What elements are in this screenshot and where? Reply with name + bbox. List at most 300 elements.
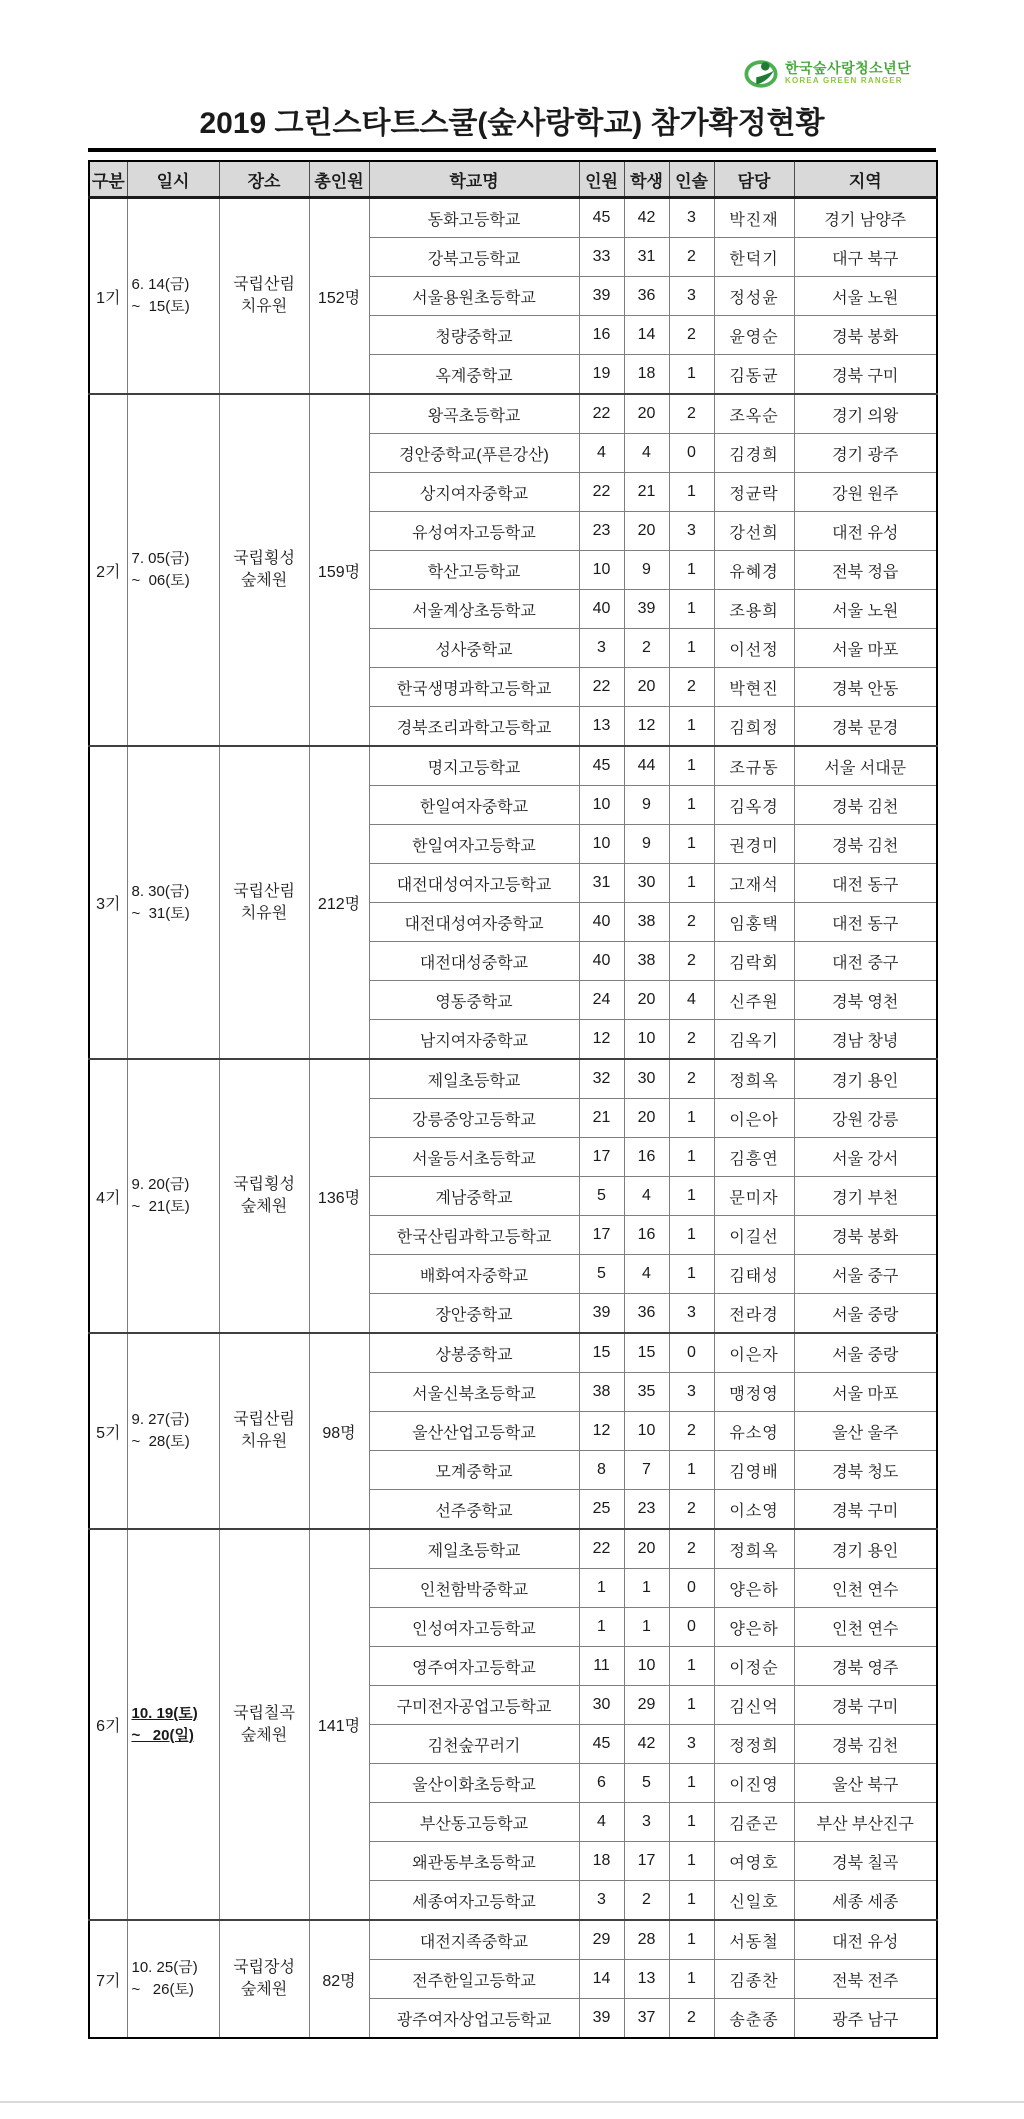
section-total-cell: 159명 [309,394,369,746]
region-cell: 경기 광주 [794,434,937,473]
manager-cell: 문미자 [714,1177,794,1216]
students-cell: 9 [624,551,669,590]
region-cell: 세종 세종 [794,1881,937,1921]
region-cell: 경기 용인 [794,1059,937,1099]
manager-cell: 강선희 [714,512,794,551]
count-cell: 10 [579,786,624,825]
manager-cell: 양은하 [714,1608,794,1647]
school-name-cell: 인천함박중학교 [369,1569,579,1608]
section-place-line-1: 국립횡성 [233,1176,295,1194]
manager-cell: 이은아 [714,1099,794,1138]
students-cell: 30 [624,864,669,903]
manager-cell: 유소영 [714,1412,794,1451]
leaders-cell: 2 [669,316,714,355]
school-row [89,1333,937,1373]
manager-cell: 김옥경 [714,786,794,825]
section-date-line-1: 10. 19(토) [131,1704,198,1722]
column-header-school: 학교명 [369,161,579,198]
school-name-cell: 세종여자고등학교 [369,1881,579,1921]
students-cell: 20 [624,668,669,707]
leaders-cell: 1 [669,825,714,864]
region-cell: 대전 중구 [794,942,937,981]
region-cell: 경북 구미 [794,1490,937,1530]
manager-cell: 정성윤 [714,277,794,316]
manager-cell: 김영배 [714,1451,794,1490]
school-name-cell: 구미전자공업고등학교 [369,1686,579,1725]
count-cell: 11 [579,1647,624,1686]
region-cell: 인천 연수 [794,1569,937,1608]
leaders-cell: 1 [669,551,714,590]
manager-cell: 양은하 [714,1569,794,1608]
students-cell: 31 [624,238,669,277]
column-header-manager: 담당 [714,161,794,198]
school-name-cell: 선주중학교 [369,1490,579,1530]
section-place-line-1: 국립칠곡 [233,1704,295,1722]
students-cell: 16 [624,1138,669,1177]
region-cell: 경북 문경 [794,707,937,747]
leaders-cell: 1 [669,590,714,629]
manager-cell: 송춘종 [714,1999,794,2039]
section-date-line-2: ~ 31(토) [131,904,190,922]
document-title: 2019 그린스타트스쿨(숲사랑학교) 참가확정현황 [199,107,825,140]
leaders-cell: 1 [669,1686,714,1725]
manager-cell: 김준곤 [714,1803,794,1842]
students-cell: 38 [624,942,669,981]
manager-cell: 김동균 [714,355,794,395]
students-cell: 14 [624,316,669,355]
region-cell: 서울 중구 [794,1255,937,1294]
school-row [89,1059,937,1099]
manager-cell: 임홍택 [714,903,794,942]
count-cell: 17 [579,1216,624,1255]
section-place-cell [219,198,309,395]
section-date-cell [127,1059,219,1333]
count-cell: 38 [579,1373,624,1412]
section-place-line-1: 국립산림 [233,276,295,294]
section-place-cell [219,394,309,746]
region-cell: 서울 중랑 [794,1294,937,1334]
region-cell: 강원 원주 [794,473,937,512]
region-cell: 대구 북구 [794,238,937,277]
leaders-cell: 2 [669,668,714,707]
students-cell: 7 [624,1451,669,1490]
manager-cell: 김락회 [714,942,794,981]
section-date-cell [127,1529,219,1920]
column-header-total: 총인원 [309,161,369,198]
region-cell: 대전 유성 [794,1920,937,1960]
count-cell: 18 [579,1842,624,1881]
school-name-cell: 유성여자고등학교 [369,512,579,551]
students-cell: 36 [624,277,669,316]
manager-cell: 신일호 [714,1881,794,1921]
school-name-cell: 전주한일고등학교 [369,1960,579,1999]
students-cell: 18 [624,355,669,395]
leaders-cell: 1 [669,1842,714,1881]
school-name-cell: 상봉중학교 [369,1333,579,1373]
leaders-cell: 2 [669,238,714,277]
section-group-cell: 6기 [89,1529,127,1920]
region-cell: 경북 영천 [794,981,937,1020]
region-cell: 경북 청도 [794,1451,937,1490]
leaders-cell: 2 [669,1412,714,1451]
count-cell: 13 [579,707,624,747]
section-group-cell: 3기 [89,746,127,1059]
students-cell: 28 [624,1920,669,1960]
leaders-cell: 1 [669,1764,714,1803]
leaders-cell: 0 [669,434,714,473]
region-cell: 경북 봉화 [794,1216,937,1255]
count-cell: 21 [579,1099,624,1138]
manager-cell: 서동철 [714,1920,794,1960]
leaders-cell: 3 [669,1725,714,1764]
school-row [89,198,937,238]
school-name-cell: 학산고등학교 [369,551,579,590]
leaders-cell: 2 [669,1529,714,1569]
students-cell: 5 [624,1764,669,1803]
region-cell: 경기 남양주 [794,198,937,238]
section-date-line-1: 9. 27(금) [131,1411,190,1429]
count-cell: 22 [579,473,624,512]
manager-cell: 신주원 [714,981,794,1020]
region-cell: 강원 강릉 [794,1099,937,1138]
section-place-line-2: 치유원 [240,298,288,315]
section-date-line-2: ~ 06(토) [131,572,190,589]
count-cell: 22 [579,1529,624,1569]
school-name-cell: 서울용원초등학교 [369,277,579,316]
leaders-cell: 2 [669,903,714,942]
students-cell: 20 [624,512,669,551]
count-cell: 39 [579,277,624,316]
section-place-cell [219,1333,309,1529]
region-cell: 광주 남구 [794,1999,937,2039]
section-place-cell [219,1529,309,1920]
region-cell: 경기 부천 [794,1177,937,1216]
section-date-cell [127,394,219,746]
section-date-cell [127,1333,219,1529]
region-cell: 경북 영주 [794,1647,937,1686]
leaders-cell: 1 [669,1255,714,1294]
count-cell: 5 [579,1177,624,1216]
students-cell: 4 [624,1255,669,1294]
section-place-line-2: 치유원 [240,904,288,922]
section-place-line-2: 숲체원 [240,1198,288,1215]
leaders-cell: 3 [669,1294,714,1334]
manager-cell: 이소영 [714,1490,794,1530]
school-row [89,746,937,786]
school-name-cell: 대전대성중학교 [369,942,579,981]
section-total-cell: 98명 [309,1333,369,1529]
students-cell: 10 [624,1647,669,1686]
region-cell: 전북 전주 [794,1960,937,1999]
leaders-cell: 1 [669,1138,714,1177]
manager-cell: 박현진 [714,668,794,707]
manager-cell: 조규동 [714,746,794,786]
leaders-cell: 2 [669,1059,714,1099]
count-cell: 45 [579,198,624,238]
students-cell: 17 [624,1842,669,1881]
school-name-cell: 대전대성여자중학교 [369,903,579,942]
school-name-cell: 서울신북초등학교 [369,1373,579,1412]
students-cell: 20 [624,1099,669,1138]
leaders-cell: 2 [669,1490,714,1530]
students-cell: 9 [624,786,669,825]
table-header-row [89,161,937,198]
students-cell: 4 [624,434,669,473]
leaders-cell: 1 [669,1920,714,1960]
section-place-cell [219,1920,309,2038]
manager-cell: 윤영순 [714,316,794,355]
participation-table [88,160,938,2039]
manager-cell: 정균락 [714,473,794,512]
region-cell: 부산 부산진구 [794,1803,937,1842]
count-cell: 12 [579,1412,624,1451]
count-cell: 30 [579,1686,624,1725]
leaders-cell: 0 [669,1608,714,1647]
section-date-cell [127,1920,219,2038]
school-name-cell: 왜관동부초등학교 [369,1842,579,1881]
students-cell: 2 [624,629,669,668]
section-date-line-2: ~ 28(토) [131,1433,190,1450]
page-bottom-divider [0,2101,1024,2103]
count-cell: 3 [579,1881,624,1921]
manager-cell: 김태성 [714,1255,794,1294]
section-place-line-1: 국립산림 [233,1411,295,1429]
school-name-cell: 서울등서초등학교 [369,1138,579,1177]
school-name-cell: 대전대성여자고등학교 [369,864,579,903]
school-name-cell: 배화여자중학교 [369,1255,579,1294]
count-cell: 45 [579,746,624,786]
students-cell: 44 [624,746,669,786]
section-date-line-2: ~ 21(토) [131,1198,190,1215]
school-name-cell: 울산이화초등학교 [369,1764,579,1803]
count-cell: 25 [579,1490,624,1530]
count-cell: 5 [579,1255,624,1294]
region-cell: 서울 서대문 [794,746,937,786]
school-row [89,1920,937,1960]
school-name-cell: 계남중학교 [369,1177,579,1216]
students-cell: 13 [624,1960,669,1999]
students-cell: 42 [624,198,669,238]
students-cell: 23 [624,1490,669,1530]
count-cell: 15 [579,1333,624,1373]
students-cell: 39 [624,590,669,629]
school-name-cell: 서울계상초등학교 [369,590,579,629]
count-cell: 3 [579,629,624,668]
region-cell: 서울 강서 [794,1138,937,1177]
students-cell: 20 [624,1529,669,1569]
section-total-cell: 212명 [309,746,369,1059]
manager-cell: 김옥기 [714,1020,794,1060]
column-header-count: 인원 [579,161,624,198]
count-cell: 16 [579,316,624,355]
leaders-cell: 1 [669,1177,714,1216]
section-date-cell [127,198,219,395]
school-name-cell: 왕곡초등학교 [369,394,579,434]
manager-cell: 박진재 [714,198,794,238]
count-cell: 4 [579,434,624,473]
manager-cell: 정희옥 [714,1529,794,1569]
section-group-cell: 7기 [89,1920,127,2038]
leaders-cell: 4 [669,981,714,1020]
manager-cell: 권경미 [714,825,794,864]
students-cell: 20 [624,981,669,1020]
section-date-line-1: 8. 30(금) [131,882,190,900]
students-cell: 36 [624,1294,669,1334]
students-cell: 3 [624,1803,669,1842]
section-place-cell [219,746,309,1059]
count-cell: 39 [579,1999,624,2039]
leaders-cell: 0 [669,1569,714,1608]
leaders-cell: 2 [669,394,714,434]
count-cell: 39 [579,1294,624,1334]
school-name-cell: 명지고등학교 [369,746,579,786]
count-cell: 32 [579,1059,624,1099]
title-underline [88,98,936,152]
leaders-cell: 3 [669,512,714,551]
region-cell: 경북 칠곡 [794,1842,937,1881]
students-cell: 16 [624,1216,669,1255]
school-name-cell: 울산산업고등학교 [369,1412,579,1451]
school-name-cell: 동화고등학교 [369,198,579,238]
manager-cell: 여영호 [714,1842,794,1881]
count-cell: 29 [579,1920,624,1960]
manager-cell: 고재석 [714,864,794,903]
section-place-line-2: 숲체원 [240,1726,288,1744]
students-cell: 21 [624,473,669,512]
school-name-cell: 제일초등학교 [369,1529,579,1569]
region-cell: 전북 정읍 [794,551,937,590]
count-cell: 24 [579,981,624,1020]
section-place-line-2: 치유원 [240,1433,288,1450]
manager-cell: 맹정영 [714,1373,794,1412]
students-cell: 42 [624,1725,669,1764]
manager-cell: 조용희 [714,590,794,629]
school-name-cell: 강릉중앙고등학교 [369,1099,579,1138]
section-place-line-2: 숲체원 [240,572,288,589]
section-group-cell: 4기 [89,1059,127,1333]
section-place-cell [219,1059,309,1333]
section-date-line-2: ~ 15(토) [131,298,190,315]
section-group-cell: 1기 [89,198,127,395]
leaders-cell: 1 [669,473,714,512]
school-name-cell: 강북고등학교 [369,238,579,277]
region-cell: 대전 유성 [794,512,937,551]
logo-text [785,60,911,85]
count-cell: 14 [579,1960,624,1999]
korea-green-ranger-logo [744,55,911,91]
leaders-cell: 1 [669,1881,714,1921]
manager-cell: 이선정 [714,629,794,668]
leaders-cell: 2 [669,1999,714,2039]
leaders-cell: 3 [669,277,714,316]
manager-cell: 김종찬 [714,1960,794,1999]
students-cell: 2 [624,1881,669,1921]
region-cell: 서울 노원 [794,277,937,316]
count-cell: 10 [579,825,624,864]
leaders-cell: 1 [669,1099,714,1138]
manager-cell: 이정순 [714,1647,794,1686]
region-cell: 대전 동구 [794,864,937,903]
column-header-leaders: 인솔 [669,161,714,198]
students-cell: 38 [624,903,669,942]
count-cell: 40 [579,903,624,942]
count-cell: 8 [579,1451,624,1490]
section-total-cell: 152명 [309,198,369,395]
students-cell: 9 [624,825,669,864]
region-cell: 경북 구미 [794,1686,937,1725]
section-total-cell: 82명 [309,1920,369,2038]
region-cell: 울산 북구 [794,1764,937,1803]
section-date-line-2: ~ 26(토) [131,1981,194,1998]
count-cell: 4 [579,1803,624,1842]
students-cell: 30 [624,1059,669,1099]
school-name-cell: 인성여자고등학교 [369,1608,579,1647]
section-total-cell: 136명 [309,1059,369,1333]
manager-cell: 김신억 [714,1686,794,1725]
region-cell: 경남 창녕 [794,1020,937,1060]
leaders-cell: 1 [669,1960,714,1999]
count-cell: 19 [579,355,624,395]
leaders-cell: 3 [669,1373,714,1412]
school-name-cell: 영동중학교 [369,981,579,1020]
count-cell: 22 [579,394,624,434]
count-cell: 40 [579,942,624,981]
manager-cell: 이진영 [714,1764,794,1803]
leaders-cell: 1 [669,707,714,747]
manager-cell: 김희정 [714,707,794,747]
region-cell: 서울 노원 [794,590,937,629]
manager-cell: 한덕기 [714,238,794,277]
leaders-cell: 1 [669,1216,714,1255]
school-name-cell: 청량중학교 [369,316,579,355]
column-header-region: 지역 [794,161,937,198]
region-cell: 경북 김천 [794,786,937,825]
count-cell: 40 [579,590,624,629]
section-date-line-1: 9. 20(금) [131,1176,190,1194]
region-cell: 인천 연수 [794,1608,937,1647]
school-name-cell: 성사중학교 [369,629,579,668]
section-total-cell: 141명 [309,1529,369,1920]
participation-table-grid [88,160,938,2039]
section-date-line-1: 6. 14(금) [131,276,190,294]
count-cell: 23 [579,512,624,551]
region-cell: 경북 구미 [794,355,937,395]
count-cell: 45 [579,1725,624,1764]
manager-cell: 정희옥 [714,1059,794,1099]
students-cell: 37 [624,1999,669,2039]
count-cell: 12 [579,1020,624,1060]
logo-org-name-ko: 한국숲사랑청소년단 [785,60,912,77]
region-cell: 경북 김천 [794,825,937,864]
region-cell: 경기 의왕 [794,394,937,434]
school-row [89,1529,937,1569]
students-cell: 35 [624,1373,669,1412]
students-cell: 1 [624,1569,669,1608]
column-header-date: 일시 [127,161,219,198]
school-name-cell: 경북조리과학고등학교 [369,707,579,747]
manager-cell: 유혜경 [714,551,794,590]
region-cell: 울산 울주 [794,1412,937,1451]
region-cell: 경기 용인 [794,1529,937,1569]
leaders-cell: 2 [669,942,714,981]
leaders-cell: 1 [669,786,714,825]
count-cell: 1 [579,1569,624,1608]
logo-org-name-en: KOREA GREEN RANGER [785,76,903,86]
manager-cell: 전라경 [714,1294,794,1334]
section-group-cell: 2기 [89,394,127,746]
school-name-cell: 상지여자중학교 [369,473,579,512]
region-cell: 경북 김천 [794,1725,937,1764]
